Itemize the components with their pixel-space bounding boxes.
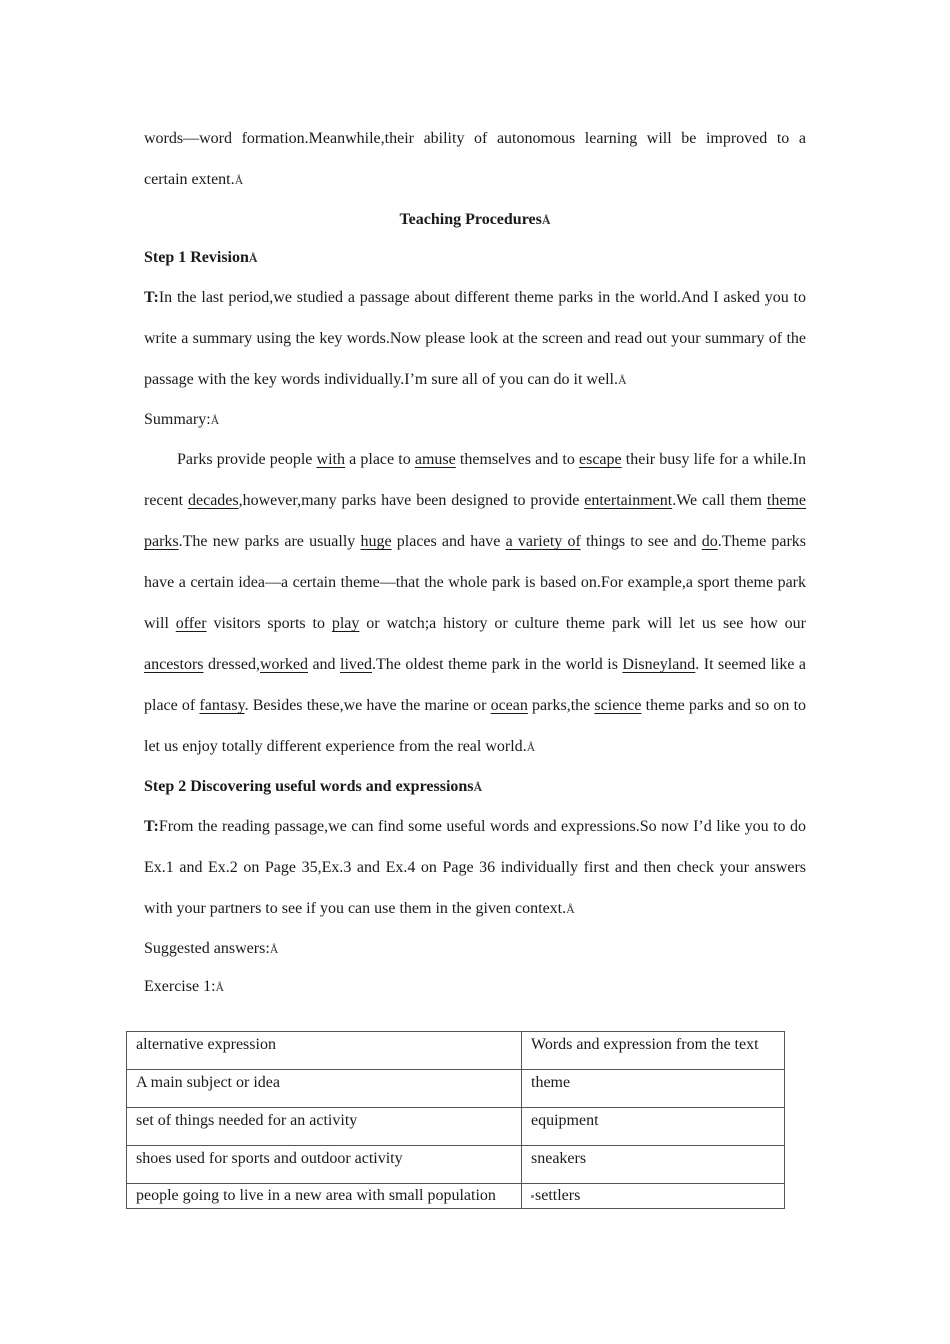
summary-paragraph — [144, 439, 806, 768]
summary-text: a place to — [344, 451, 415, 468]
section-heading — [144, 201, 806, 239]
summary-text: ,however,many parks have been designed to provide — [238, 492, 585, 509]
step1-teacher-text: In the last period,we studied a passage about different theme parks in the world.And I asked you to write a summary using the key words.Now please look at the screen and read out your summary of the passage with the key words individually.I’m sure all of you can do it well. — [144, 289, 806, 388]
step2-title — [144, 768, 806, 806]
key-word: science — [594, 697, 642, 714]
key-word: do — [701, 533, 718, 550]
summary-text: .The new parks are usually — [178, 533, 361, 550]
step2-teacher-paragraph — [144, 806, 806, 930]
suggested-answers — [144, 930, 806, 968]
key-word: decades — [187, 492, 239, 509]
summary-text: and — [307, 656, 341, 673]
table-cell-text: settlers — [535, 1187, 581, 1204]
key-word: escape — [578, 451, 622, 468]
paragraph-mark: Å — [234, 173, 244, 187]
table-header-row — [127, 1032, 785, 1070]
key-word: lived — [340, 656, 373, 673]
summary-text: Parks provide people — [177, 451, 317, 468]
key-word: Disneyland — [622, 656, 696, 673]
suggested-answers-text: Suggested answers: — [144, 940, 270, 957]
key-word: amuse — [414, 451, 456, 468]
summary-text: visitors sports to — [206, 615, 332, 632]
intro-line-1: words—word formation.Meanwhile,their ability of autonomous learning will be improved to a — [144, 130, 806, 147]
paragraph-mark: Å — [617, 373, 627, 387]
table-cell: A main subject or idea — [127, 1070, 522, 1108]
table-row — [127, 1146, 785, 1184]
paragraph-mark: Å — [215, 980, 225, 994]
table-cell: sneakers — [522, 1146, 785, 1184]
table-cell: set of things needed for an activity — [127, 1108, 522, 1146]
teacher-label: T: — [144, 289, 159, 306]
table-cell: people going to live in a new area with small population — [127, 1184, 522, 1209]
summary-text: .Theme parks have a certain idea—a certain theme—that the whole park is based on.For example,a sport theme park will — [144, 533, 807, 632]
summary-text: their busy life for a while.In recent — [144, 451, 807, 509]
key-word: a variety of — [505, 533, 581, 550]
step1-teacher-paragraph — [144, 277, 806, 401]
key-word: with — [316, 451, 345, 468]
key-word: huge — [360, 533, 392, 550]
key-word: theme parks — [144, 492, 807, 550]
table-cell: shoes used for sports and outdoor activity — [127, 1146, 522, 1184]
paragraph-mark: Å — [269, 942, 279, 956]
teacher-label: T: — [144, 818, 159, 835]
exercise-label-text: Exercise 1: — [144, 978, 216, 995]
summary-text: parks,the — [527, 697, 595, 714]
document-page — [144, 118, 806, 1006]
heading-text: Teaching Procedures — [399, 211, 542, 228]
summary-label-text: Summary: — [144, 411, 211, 428]
key-word: fantasy — [199, 697, 245, 714]
table-header-cell: alternative expression — [127, 1032, 522, 1070]
table-row — [127, 1070, 785, 1108]
paragraph-mark: Å — [526, 740, 536, 754]
summary-text: themselves and to — [455, 451, 579, 468]
summary-text: or watch;a history or culture theme park will let us see how our — [359, 615, 806, 632]
exercise-table — [126, 1031, 785, 1209]
table-cell: theme — [522, 1070, 785, 1108]
paragraph-mark: Å — [541, 213, 551, 227]
summary-text: dressed, — [203, 656, 260, 673]
summary-text: . Besides these,we have the marine or — [244, 697, 491, 714]
table-cell — [522, 1184, 785, 1209]
summary-text: things to see and — [580, 533, 702, 550]
step2-title-text: Step 2 Discovering useful words and expressions — [144, 778, 474, 795]
summary-text: . It seemed like a place of — [144, 656, 807, 714]
paragraph-mark: Å — [566, 902, 575, 916]
table-row — [127, 1108, 785, 1146]
step1-title — [144, 239, 806, 277]
table-row — [127, 1184, 785, 1209]
paragraph-mark: Å — [473, 780, 483, 794]
intro-line-2 — [144, 159, 806, 201]
step2-teacher-text: From the reading passage,we can find some useful words and expressions.So now I’d like you to do Ex.1 and Ex.2 on Page 35,Ex.3 and Ex.4 on Page 36 individually first and then check your answers with your partners to see if you can use them in the given context. — [144, 818, 806, 917]
paragraph-mark: Å — [248, 251, 258, 265]
table-header-cell: Words and expression from the text — [522, 1032, 785, 1070]
step1-title-text: Step 1 Revision — [144, 249, 249, 266]
intro-line-2-text: certain extent. — [144, 171, 235, 188]
summary-text: places and have — [391, 533, 506, 550]
anchor-marker-icon — [531, 1195, 534, 1198]
summary-text: theme parks and so on to let us enjoy totally different experience from the real world. — [144, 697, 807, 755]
key-word: play — [331, 615, 360, 632]
key-word: ancestors — [144, 656, 204, 673]
key-word: offer — [175, 615, 207, 632]
key-word: worked — [260, 656, 308, 673]
summary-text: .We call them — [672, 492, 767, 509]
key-word: entertainment — [584, 492, 673, 509]
summary-label — [144, 401, 806, 439]
exercise-label — [144, 968, 806, 1006]
summary-text: .The oldest theme park in the world is — [372, 656, 623, 673]
table-cell: equipment — [522, 1108, 785, 1146]
paragraph-mark: Å — [210, 413, 220, 427]
key-word: ocean — [490, 697, 528, 714]
